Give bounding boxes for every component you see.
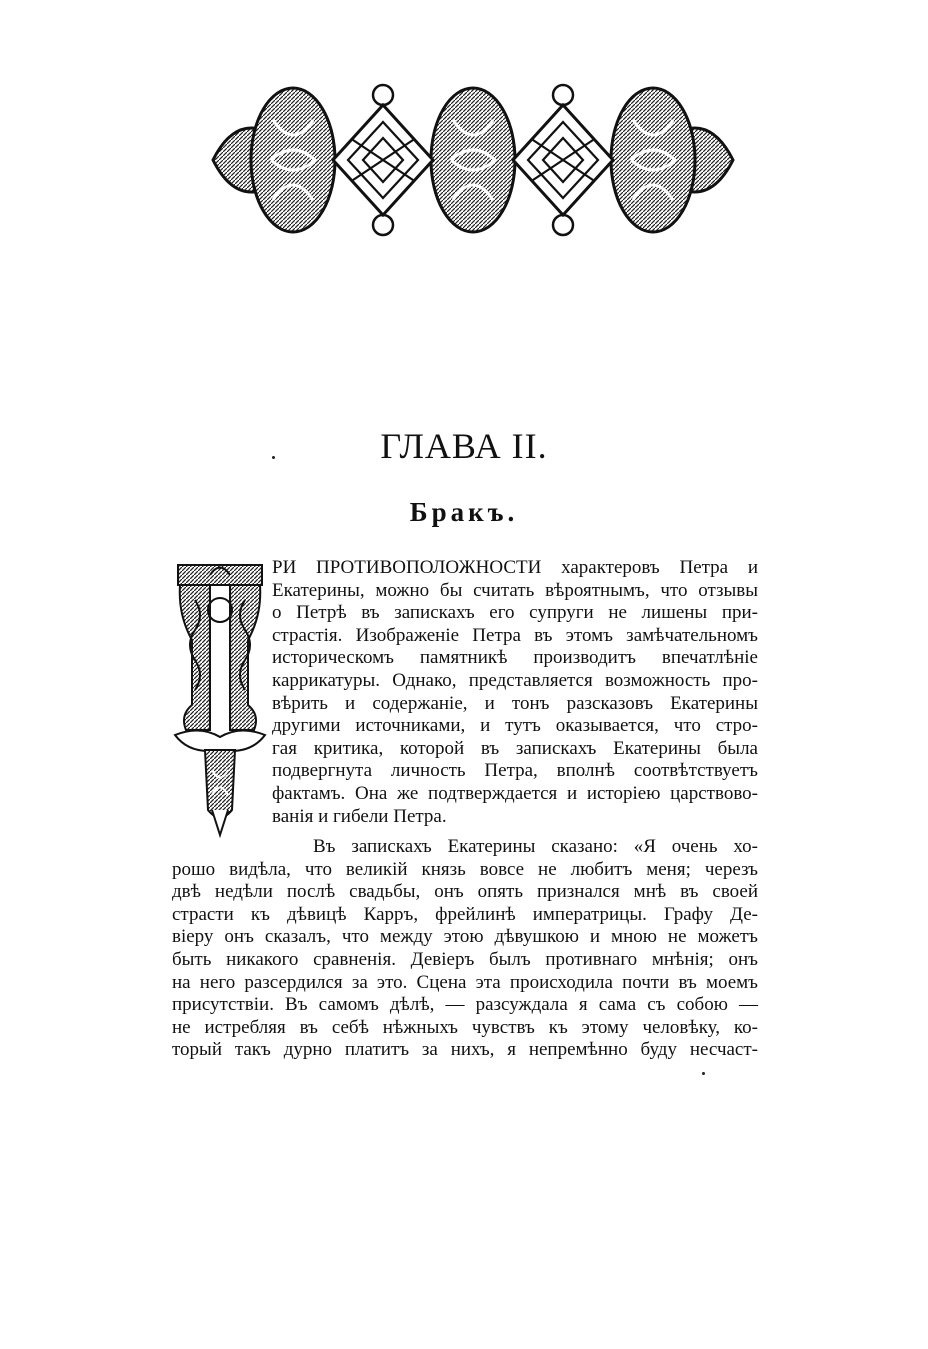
text-line: віеру онъ сказалъ, что между этою дѣвушкою и мною не можетъ [172,926,758,948]
text-line: быть никакого сравненія. Девіеръ былъ противнаго мнѣнія; онъ [172,948,758,970]
text-line: каррикатуры. Однако, представляется возможность про- [272,669,758,691]
text-line [272,557,758,580]
ink-speck [272,456,275,459]
text-line: подвергнута личность Петра, вполнѣ соотвѣтствуетъ [272,760,758,782]
illuminated-initial [170,555,270,840]
text-line: гая критика, которой въ запискахъ Екатерины была [272,737,758,759]
text-line: присутствіи. Въ самомъ дѣлѣ, — разсуждала я сама съ собою — [172,994,758,1016]
text-line: ванія и гибели Петра. [272,805,447,827]
text-line: Екатерины, можно бы считать вѣроятнымъ, что отзывы [272,579,758,601]
text-line: Въ запискахъ Екатерины сказано: «Я очень хо- [313,836,758,857]
text-line: о Петрѣ въ запискахъ его супруги не лишены при- [272,602,758,624]
section-title: Бракъ. [409,497,519,527]
text-line: рошо видѣла, что великій князь вовсе не любитъ меня; черезъ [172,858,758,880]
text-line: вѣрить и содержаніе, и тонъ разсказовъ Екатерины [272,692,758,714]
text-line: страсти къ дѣвицѣ Карръ, фрейлинѣ императрицы. Графу Де- [172,903,758,925]
text-line: двѣ недѣли послѣ свадьбы, онъ опять признался мнѣ въ своей [172,881,758,903]
text-line: фактамъ. Она же подтверждается и исторіею царствово- [272,782,758,804]
ink-speck [702,1072,705,1075]
ornamental-headpiece [203,80,743,240]
text-line: на него разсердился за это. Сцена эта происходила почти въ моемъ [172,971,758,993]
knotwork-ornament-icon [203,80,743,240]
text-line: не истребляя въ себѣ нѣжныхъ чувствъ къ этому человѣку, ко- [172,1016,758,1038]
text-line-content: характеровъ Петра и [561,557,759,578]
text-line: торый такъ дурно платитъ за нихъ, я непремѣнно буду несчаст- [172,1039,758,1061]
text-line: другими источниками, и тутъ оказывается, что стро- [272,715,758,737]
paragraph-2 [172,836,758,1062]
paragraph-1 [272,557,758,828]
chapter-title: ГЛАВА II. [380,426,548,466]
text-line: историческомъ памятникѣ производитъ впечатлѣніе [272,647,758,669]
lead-caps: РИ ПРОТИВОПОЛОЖНОСТИ [272,557,542,578]
initial-letter-icon [170,555,270,840]
text-line: страстія. Изображеніе Петра въ этомъ замѣчательномъ [272,624,758,646]
